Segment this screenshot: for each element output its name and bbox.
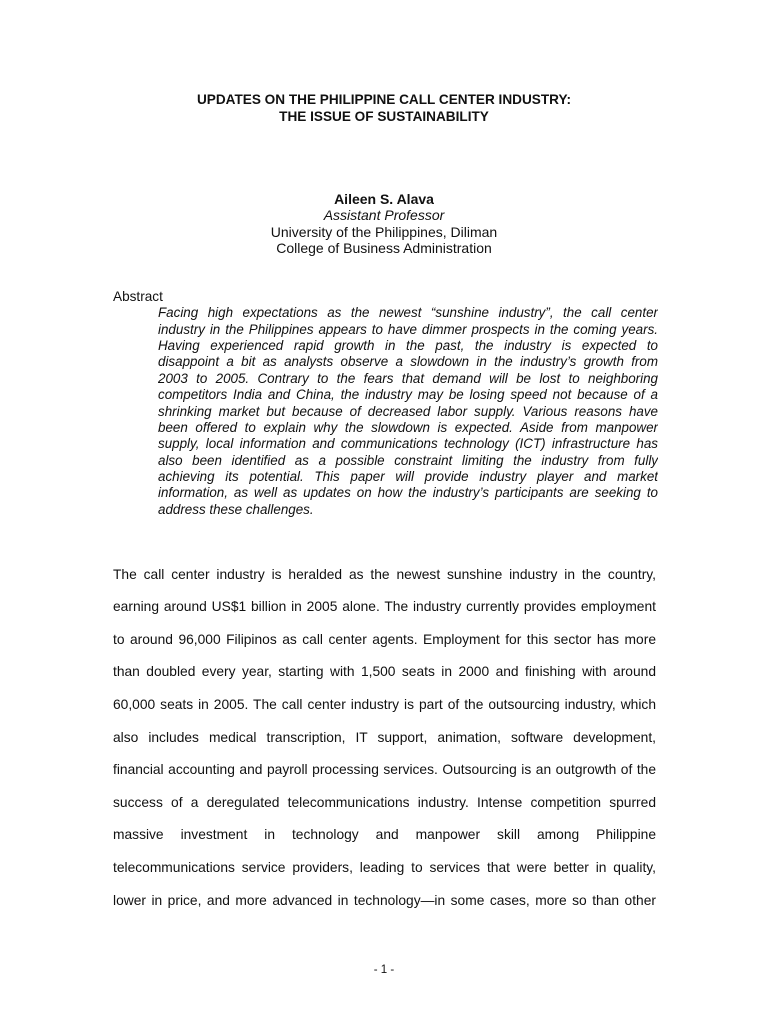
abstract-line: been offered to explain why the slowdown is expected. Aside from manpower	[158, 419, 658, 435]
paper-title	[0, 91, 768, 125]
body-line: 60,000 seats in 2005. The call center industry is part of the outsourcing industry, which	[113, 697, 656, 713]
author-block	[0, 191, 768, 257]
body-line: The call center industry is heralded as the newest sunshine industry in the country,	[113, 566, 656, 582]
body-line: than doubled every year, starting with 1,500 seats in 2000 and finishing with around	[113, 664, 656, 680]
body-line: to around 96,000 Filipinos as call center agents. Employment for this sector has more	[113, 631, 656, 647]
body-line: telecommunications service providers, leading to services that were better in quality,	[113, 860, 656, 876]
abstract-line: also been identified as a possible constraint limiting the industry from fully	[158, 452, 658, 468]
abstract-line: address these challenges.	[158, 501, 314, 517]
author-position: Assistant Professor	[323, 207, 445, 223]
abstract-line: Having experienced rapid growth in the past, the industry is expected to	[158, 337, 658, 353]
abstract-line: supply, local information and communications technology (ICT) infrastructure has	[158, 436, 658, 452]
author-name: Aileen S. Alava	[334, 190, 434, 207]
body-paragraph	[113, 559, 656, 918]
body-line: lower in price, and more advanced in technology—in some cases, more so than other	[113, 892, 656, 908]
body-line: massive investment in technology and manpower skill among Philippine	[113, 827, 656, 843]
abstract-line: shrinking market but because of decreased labor supply. Various reasons have	[158, 403, 658, 419]
page-number: - 1 -	[373, 964, 395, 976]
body-line: financial accounting and payroll processing services. Outsourcing is an outgrowth of the	[113, 762, 656, 778]
title-line: THE ISSUE OF SUSTAINABILITY	[279, 109, 489, 124]
title-line: UPDATES ON THE PHILIPPINE CALL CENTER INDUSTRY:	[196, 92, 572, 107]
author-affiliation: University of the Philippines, Diliman	[270, 223, 498, 240]
abstract-line: 2003 to 2005. Contrary to the fears that demand will be lost to neighboring	[158, 370, 658, 386]
abstract-line: disappoint a bit as analysts observe a slowdown in the industry’s growth from	[158, 354, 658, 370]
abstract-text	[158, 305, 658, 518]
abstract-line: industry in the Philippines appears to have dimmer prospects in the coming years.	[158, 321, 658, 337]
abstract-label: Abstract	[113, 288, 163, 304]
body-line: earning around US$1 billion in 2005 alone. The industry currently provides employment	[113, 599, 656, 615]
author-college: College of Business Administration	[276, 240, 492, 256]
abstract-line: information, as well as updates on how the industry’s participants are seeking to	[158, 485, 658, 501]
abstract-line: competitors India and China, the industry may be losing speed not because of a	[158, 387, 658, 403]
body-line: also includes medical transcription, IT support, animation, software development,	[113, 729, 656, 745]
body-line: success of a deregulated telecommunications industry. Intense competition spurred	[113, 794, 656, 810]
abstract-line: Facing high expectations as the newest “sunshine industry”, the call center	[158, 305, 658, 321]
abstract-line: achieving its potential. This paper will provide industry player and market	[158, 469, 658, 485]
